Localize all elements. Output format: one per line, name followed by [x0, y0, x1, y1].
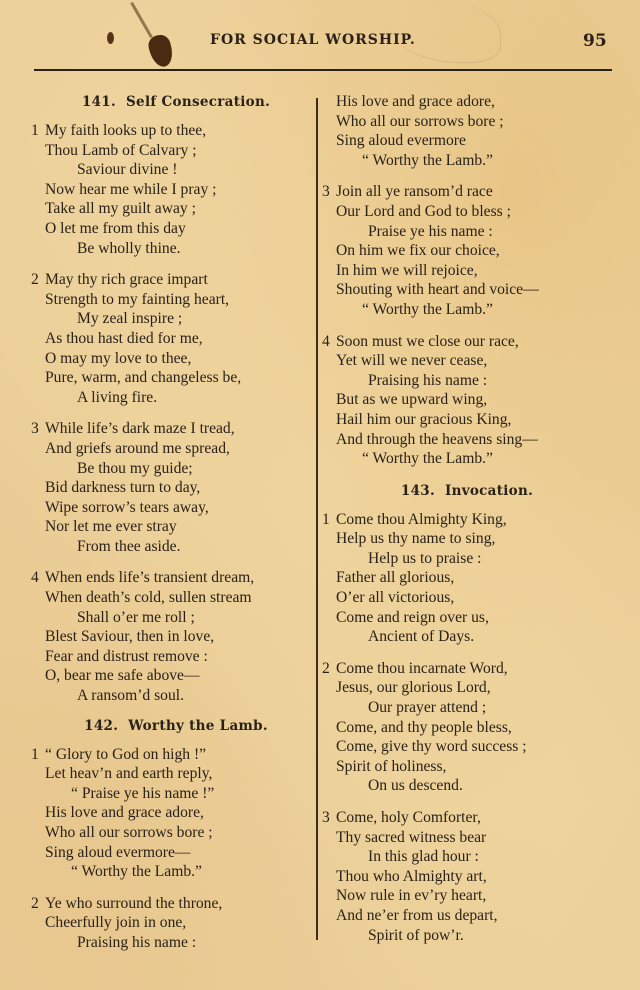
verse-line: On him we fix our choice,	[336, 242, 500, 260]
verse-line: Fear and distrust remove :	[45, 647, 208, 665]
verse-line: Now rule in ev’ry heart,	[336, 887, 487, 905]
verse-line: In him we will rejoice,	[336, 261, 478, 279]
hymn-title-text: Worthy the Lamb.	[128, 717, 268, 734]
verse-line: From thee aside.	[77, 537, 181, 555]
verse-line: 1 Come thou Almighty King,	[322, 510, 507, 528]
verse-line: 2 Come thou incarnate Word,	[322, 659, 508, 677]
verse-number: 4	[31, 569, 39, 587]
hymn-142-verse-2-start	[31, 894, 321, 953]
verse-line: O may my love to thee,	[45, 349, 192, 367]
hymn-143-verse-1	[322, 510, 612, 647]
verse-line: Shall o’er me roll ;	[77, 608, 195, 626]
hymn-title-text: Invocation.	[444, 482, 534, 499]
verse-line: Jesus, our glorious Lord,	[336, 679, 491, 697]
verse-line: His love and grace adore,	[45, 804, 204, 822]
verse-number: 2	[31, 271, 39, 289]
verse-line: And through the heavens sing—	[336, 430, 538, 448]
verse-line: When death’s cold, sullen stream	[45, 589, 252, 607]
hymn-143-verse-3	[322, 808, 612, 945]
verse-line: Saviour divine !	[77, 161, 178, 179]
verse-line: Strength to my fainting heart,	[45, 290, 230, 308]
verse-line: Who all our sorrows bore ;	[45, 824, 213, 841]
verse-line: 2 May thy rich grace impart	[31, 271, 208, 289]
verse-line: Let heav’n and earth reply,	[45, 765, 213, 783]
hymn-143-title	[322, 481, 612, 501]
hymn-number: 143.	[400, 482, 435, 499]
verse-line: Sing aloud evermore	[336, 132, 466, 150]
hymn-141-verse-3	[31, 419, 321, 556]
verse-line: And ne’er from us depart,	[336, 906, 498, 924]
page-number: 95	[583, 31, 607, 51]
verse-number: 3	[322, 183, 330, 201]
verse-line: “ Worthy the Lamb.”	[362, 300, 493, 318]
hymn-143-verse-2	[322, 659, 612, 796]
verse-line: “ Praise ye his name !”	[71, 784, 215, 802]
verse-line: O let me from this day	[45, 219, 186, 237]
verse-line: Thou who Almighty art,	[336, 867, 487, 885]
verse-line: Thou Lamb of Calvary ;	[45, 141, 197, 159]
verse-number: 4	[322, 332, 330, 350]
running-title: FOR SOCIAL WORSHIP.	[210, 32, 416, 48]
verse-line: Help us thy name to sing,	[336, 530, 496, 548]
hymn-141-verse-4	[31, 568, 321, 705]
verse-line: Cheerfully join in one,	[45, 914, 187, 932]
verse-line: “ Worthy the Lamb.”	[71, 863, 202, 881]
verse-line: 2 Ye who surround the throne,	[31, 894, 223, 912]
verse-line: My zeal inspire ;	[77, 310, 183, 328]
verse-line: Nor let me ever stray	[45, 518, 177, 536]
verse-line: Now hear me while I pray ;	[45, 180, 217, 198]
verse-line: O’er all victorious,	[336, 589, 455, 607]
verse-line: And griefs around me spread,	[45, 439, 230, 457]
verse-line: A living fire.	[77, 388, 158, 406]
verse-number: 3	[31, 420, 39, 438]
verse-number: 2	[322, 659, 330, 677]
verse-line: Come and reign over us,	[336, 608, 489, 626]
hymn-number: 141.	[81, 94, 116, 110]
verse-number: 1	[31, 745, 39, 763]
hymn-141-verse-1	[31, 121, 321, 258]
verse-line: Hail him our gracious King,	[336, 410, 512, 428]
verse-line: Come, give thy word success ;	[336, 738, 527, 756]
verse-line: Spirit of holiness,	[336, 757, 447, 775]
hymn-number: 142.	[84, 717, 119, 734]
hymn-142-verse-3	[322, 182, 612, 319]
verse-line: A ransom’d soul.	[77, 687, 184, 705]
verse-line: Praising his name :	[368, 371, 488, 389]
verse-line: Our Lord and God to bless ;	[336, 202, 511, 220]
hymn-142-verse-4	[322, 332, 612, 469]
verse-line: 3 Come, holy Comforter,	[322, 809, 481, 826]
verse-line: Thy sacred witness bear	[336, 828, 487, 846]
verse-line: Blest Saviour, then in love,	[45, 628, 215, 646]
verse-line: His love and grace adore,	[336, 93, 495, 110]
verse-line: Yet will we never cease,	[336, 352, 488, 370]
verse-line: 3 While life’s dark maze I tread,	[31, 420, 235, 438]
verse-number: 2	[31, 894, 39, 912]
page-header	[0, 30, 640, 54]
verse-line: “ Worthy the Lamb.”	[362, 450, 493, 468]
verse-line: On us descend.	[368, 777, 463, 795]
verse-line: Be thou my guide;	[77, 459, 193, 477]
verse-number: 1	[31, 122, 39, 139]
verse-line: But as we upward wing,	[336, 391, 488, 409]
verse-line: Ancient of Days.	[368, 628, 475, 646]
header-rule	[34, 69, 612, 71]
verse-line: 3 Join all ye ransom’d race	[322, 183, 493, 201]
verse-line: Praise ye his name :	[368, 222, 493, 240]
hymn-141-verse-2	[31, 270, 321, 407]
hymn-142-verse-1	[31, 745, 321, 882]
verse-number: 3	[322, 809, 330, 826]
verse-line: Sing aloud evermore—	[45, 843, 191, 861]
verse-line: Be wholly thine.	[77, 239, 181, 257]
verse-line: “ Worthy the Lamb.”	[362, 151, 493, 169]
verse-line: Take all my guilt away ;	[45, 200, 196, 218]
hymn-142-verse-2-cont	[322, 92, 612, 170]
verse-line: Shouting with heart and voice—	[336, 281, 539, 299]
verse-line: Spirit of pow’r.	[368, 926, 464, 944]
right-column	[322, 92, 612, 957]
hymn-141-title	[31, 92, 321, 112]
verse-line: Help us to praise :	[368, 549, 482, 567]
verse-line: Pure, warm, and changeless be,	[45, 369, 242, 387]
verse-line: 1 My faith looks up to thee,	[31, 122, 207, 139]
verse-line: 1 “ Glory to God on high !”	[31, 745, 207, 763]
verse-line: Our prayer attend ;	[368, 699, 487, 717]
left-column	[31, 92, 321, 965]
verse-line: Bid darkness turn to day,	[45, 479, 201, 497]
verse-line: Who all our sorrows bore ;	[336, 112, 504, 130]
verse-line: Father all glorious,	[336, 569, 455, 587]
verse-line: O, bear me safe above—	[45, 667, 200, 685]
verse-number: 1	[322, 510, 330, 528]
verse-line: 4 Soon must we close our race,	[322, 332, 519, 350]
verse-line: Praising his name :	[77, 933, 197, 951]
verse-line: In this glad hour :	[368, 848, 479, 866]
verse-line: Wipe sorrow’s tears away,	[45, 498, 209, 516]
hymn-142-title	[31, 716, 321, 736]
verse-line: As thou hast died for me,	[45, 329, 203, 347]
hymn-title-text: Self Consecration.	[126, 94, 271, 110]
verse-line: 4 When ends life’s transient dream,	[31, 569, 255, 587]
verse-line: Come, and thy people bless,	[336, 718, 512, 736]
